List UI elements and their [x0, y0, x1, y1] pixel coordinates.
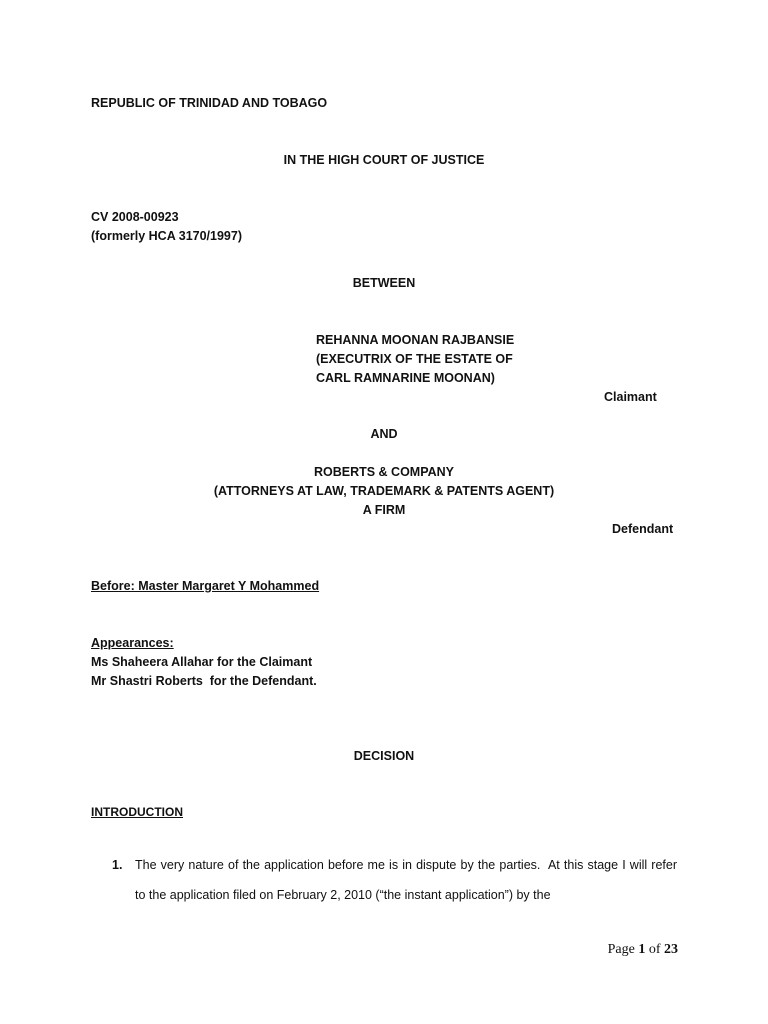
- appearances-heading: Appearances:: [91, 636, 174, 650]
- appearance-defendant: Mr Shastri Roberts for the Defendant.: [91, 674, 317, 688]
- page-current: 1: [638, 942, 646, 957]
- former-case-number: (formerly HCA 3170/1997): [91, 229, 242, 243]
- claimant-role: Claimant: [604, 390, 657, 404]
- and-label: AND: [370, 427, 398, 441]
- before-master: Before: Master Margaret Y Mohammed: [91, 579, 320, 593]
- case-number: CV 2008-00923: [91, 210, 179, 224]
- defendant-description: (ATTORNEYS AT LAW, TRADEMARK & PATENTS AGENT): [213, 484, 555, 498]
- appearance-claimant: Ms Shaheera Allahar for the Claimant: [91, 655, 313, 669]
- paragraph-number: 1.: [112, 858, 123, 872]
- introduction-heading: INTRODUCTION: [91, 805, 183, 819]
- claimant-estate: CARL RAMNARINE MOONAN): [316, 371, 495, 385]
- defendant-name: ROBERTS & COMPANY: [313, 465, 455, 479]
- paragraph-text: The very nature of the application before me is in dispute by the parties. At this stage I will refer to the application filed on February 2, 2010 (“the instant application”) by the: [135, 858, 681, 902]
- between-label: BETWEEN: [352, 276, 416, 290]
- republic-heading: REPUBLIC OF TRINIDAD AND TOBAGO: [91, 96, 328, 110]
- defendant-role: Defendant: [612, 522, 674, 536]
- claimant-name: REHANNA MOONAN RAJBANSIE: [316, 333, 515, 347]
- claimant-capacity: (EXECUTRIX OF THE ESTATE OF: [316, 352, 513, 366]
- of-word: of: [648, 942, 661, 957]
- defendant-type: A FIRM: [362, 503, 406, 517]
- page-footer: [608, 942, 678, 958]
- decision-heading: DECISION: [353, 749, 415, 763]
- page-word: Page: [607, 942, 635, 957]
- page-total: 23: [664, 942, 678, 957]
- court-heading: IN THE HIGH COURT OF JUSTICE: [283, 153, 485, 167]
